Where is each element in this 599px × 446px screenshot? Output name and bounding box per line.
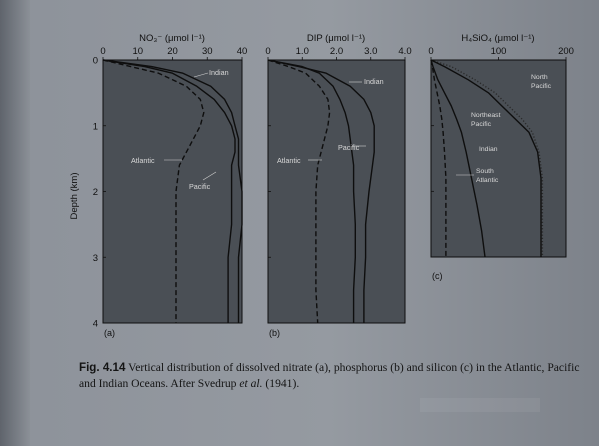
panel-a-x-tick-label: 20: [167, 46, 178, 57]
panel-a-y-tick-label: 3: [92, 252, 98, 264]
label-c-northeast-2: Pacific: [471, 121, 492, 128]
label-a-indian: Indian: [209, 68, 229, 77]
label-c-north-1: North: [531, 74, 548, 81]
panel-c-x-tick-label: 100: [490, 46, 507, 57]
panel-b-label: (b): [269, 328, 280, 338]
label-b-pacific: Pacific: [338, 143, 360, 152]
panel-c-x-tick-label: 200: [558, 46, 574, 57]
panel-b-x-tick-label: 3.0: [364, 46, 378, 57]
panel-c-title: H₄SiO₄ (μmol l⁻¹): [461, 33, 535, 44]
caption-et-al: et al.: [239, 377, 263, 390]
label-b-atlantic: Atlantic: [277, 156, 301, 165]
panel-b-x-tick-label: 1.0: [295, 46, 309, 57]
panel-a-y-tick-label: 0: [92, 55, 98, 67]
panel-a-y-tick-label: 4: [92, 318, 98, 330]
label-c-indian: Indian: [479, 146, 498, 153]
panel-c-label: (c): [432, 271, 443, 281]
panel-b-plot-area: [268, 60, 405, 323]
label-a-pacific: Pacific: [189, 182, 211, 191]
panel-a-label: (a): [104, 328, 115, 338]
panel-b-x-tick-label: 0: [265, 46, 271, 57]
caption-fig-label: Fig. 4.14: [79, 361, 126, 374]
panel-a-y-tick-label: 2: [92, 187, 98, 198]
figure-caption: [79, 360, 591, 392]
label-c-northeast-1: Northeast: [471, 112, 501, 119]
panel-a-x-tick-label: 40: [236, 46, 248, 57]
caption-text-2: and Indian Oceans. After Svedrup: [79, 377, 240, 390]
panel-a-x-tick-label: 10: [132, 46, 144, 57]
depth-axis-label: Depth (km): [69, 172, 80, 220]
panel-a-plot-area: [103, 60, 242, 323]
panel-c-x-tick-label: 0: [428, 46, 434, 57]
label-c-north-2: Pacific: [531, 83, 552, 90]
label-c-south-1: South: [476, 168, 494, 175]
panel-a-title: NO₃⁻ (μmol l⁻¹): [139, 33, 205, 44]
label-b-indian: Indian: [364, 77, 384, 86]
panel-a-y-tick-label: 1: [92, 121, 98, 133]
panel-b-x-tick-label: 2.0: [329, 46, 344, 57]
panel-a-x-tick-label: 30: [201, 46, 213, 57]
caption-text-3: (1941).: [262, 377, 300, 390]
panel-a-x-tick-label: 0: [100, 46, 106, 57]
caption-text-1: Vertical distribution of dissolved nitrate (a), phosphorus (b) and silicon (c) in the Atlantic, Pacific: [128, 361, 580, 374]
panel-b-title: DIP (μmol l⁻¹): [306, 33, 366, 44]
label-c-south-2: Atlantic: [476, 177, 499, 184]
panel-b-x-tick-label: 4.0: [398, 46, 412, 57]
label-a-atlantic: Atlantic: [131, 156, 155, 165]
